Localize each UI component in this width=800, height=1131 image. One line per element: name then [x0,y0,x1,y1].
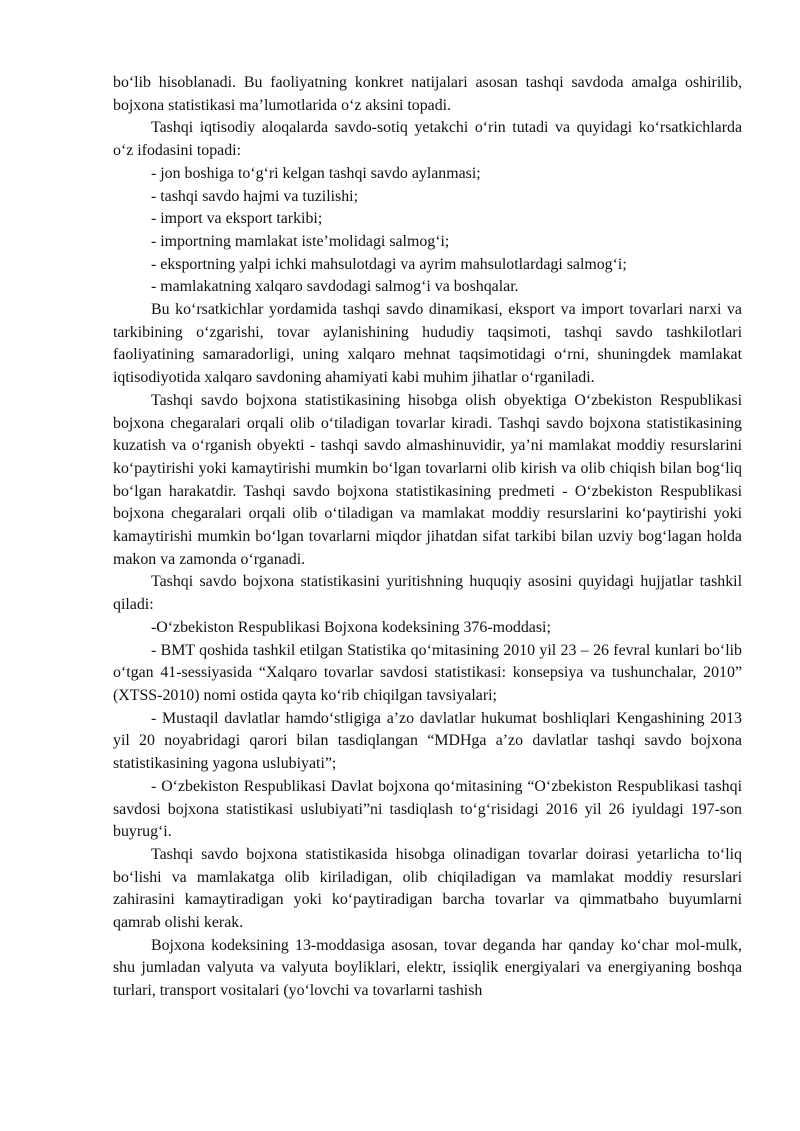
paragraph: Tashqi savdo bojxona statistikasida hisobga olinadigan tovarlar doirasi yetarlicha to‘liq bo‘lishi va mamlakatga olib kiriladigan, olib chiqiladigan va mamlakat moddiy resurslari zahirasini kamaytiradigan yoki ko‘paytiradigan barcha tovarlar va qimmatbaho buyumlarni qamrab olishi kerak. [113,845,742,932]
legal-basis-item: - BMT qoshida tashkil etilgan Statistika qo‘mitasining 2010 yil 23 – 26 fevral kunlari bo‘lib o‘tgan 41-sessiyasida “Xalqaro tovarlar savdosi statistikasi: konsepsiya va tushunchalar, 2010” (XTSS-2010) nomi ostida qayta ko‘rib chiqilgan tavsiyalari; [113,641,742,704]
paragraph: Tashqi iqtisodiy aloqalarda savdo-sotiq yetakchi o‘rin tutadi va quyidagi ko‘rsatkichlarda o‘z ifodasini topadi: [113,119,742,160]
legal-basis-item: - Mustaqil davlatlar hamdo‘stligiga a’zo davlatlar hukumat boshliqlari Kengashining 2013 yil 20 noyabridagi qarori bilan tasdiqlangan “MDHga a’zo davlatlar tashqi savdo bojxona statistikasining yagona uslubiyati”; [113,709,742,773]
legal-basis-item: -O‘zbekiston Respublikasi Bojxona kodeksining 376-moddasi; [151,618,551,636]
paragraph: bo‘lib hisoblanadi. Bu faoliyatning konkret natijalari asosan tashqi savdoda amalga oshirilib, bojxona statistikasi ma’lumotlarida o‘z aksini topadi. [113,74,742,114]
paragraph: Tashqi savdo bojxona statistikasining hisobga olish obyektiga O‘zbekiston Respublikasi bojxona chegaralari orqali olib o‘tiladigan tovarlar kiradi. Tashqi savdo bojxona statistikasining kuzatish va o‘rganish obyekti - tashqi savdo almashinuvidir, ya’ni mamlakat moddiy resurslarini ko‘paytirishi yoki kamaytirishi mumkin bo‘lgan tovarlarni olib kirish va olib chiqish bilan bog‘liq bo‘lgan harakatdir. Tashqi savdo bojxona statistikasining predmeti - O‘zbekiston Respublikasi bojxona chegaralari orqali olib o‘tiladigan va mamlakat moddiy resurslarini ko‘paytirishi yoki kamaytirishi mumkin bo‘lgan tovarlarni miqdor jihatdan sifat tarkibi bilan uzviy bog‘lagan holda makon va zamonda o‘rganadi. [113,391,742,568]
document-page [113,72,742,1003]
paragraph: Bu ko‘rsatkichlar yordamida tashqi savdo dinamikasi, eksport va import tovarlari narxi va tarkibining o‘zgarishi, tovar aylanishining hududiy taqsimoti, tashqi savdo tashkilotlari faoliyatining samaradorligi, uning xalqaro mehnat taqsimotidagi o‘rni, shuningdek mamlakat iqtisodiyotida xalqaro savdoning ahamiyati kabi muhim jihatlar o‘rganiladi. [113,301,742,387]
list-item: - eksportning yalpi ichki mahsulotdagi va ayrim mahsulotlardagi salmog‘i; [151,255,627,273]
list-item: - import va eksport tarkibi; [151,210,323,228]
paragraph: Tashqi savdo bojxona statistikasini yuritishning huquqiy asosini quyidagi hujjatlar tashkil qiladi: [113,573,742,614]
legal-basis-item: - O‘zbekiston Respublikasi Davlat bojxona qo‘mitasining “O‘zbekiston Respublikasi tashqi savdosi bojxona statistikasi uslubiyati”ni tasdiqlash to‘g‘risidagi 2016 yil 26 iyuldagi 197-son buyrug‘i. [113,777,742,841]
list-item: - importning mamlakat iste’molidagi salmog‘i; [151,232,450,250]
paragraph: Bojxona kodeksining 13-moddasiga asosan, tovar deganda har qanday ko‘char mol-mulk, shu jumladan valyuta va valyuta boyliklari, elektr, issiqlik energiyalari va energiyaning boshqa turlari, transport vositalari (yo‘lovchi va tovarlarni tashish [113,936,742,1000]
list-item: - mamlakatning xalqaro savdodagi salmog‘i va boshqalar. [151,278,519,296]
list-item: - jon boshiga to‘g‘ri kelgan tashqi savdo aylanmasi; [151,164,481,182]
list-item: - tashqi savdo hajmi va tuzilishi; [151,187,358,205]
